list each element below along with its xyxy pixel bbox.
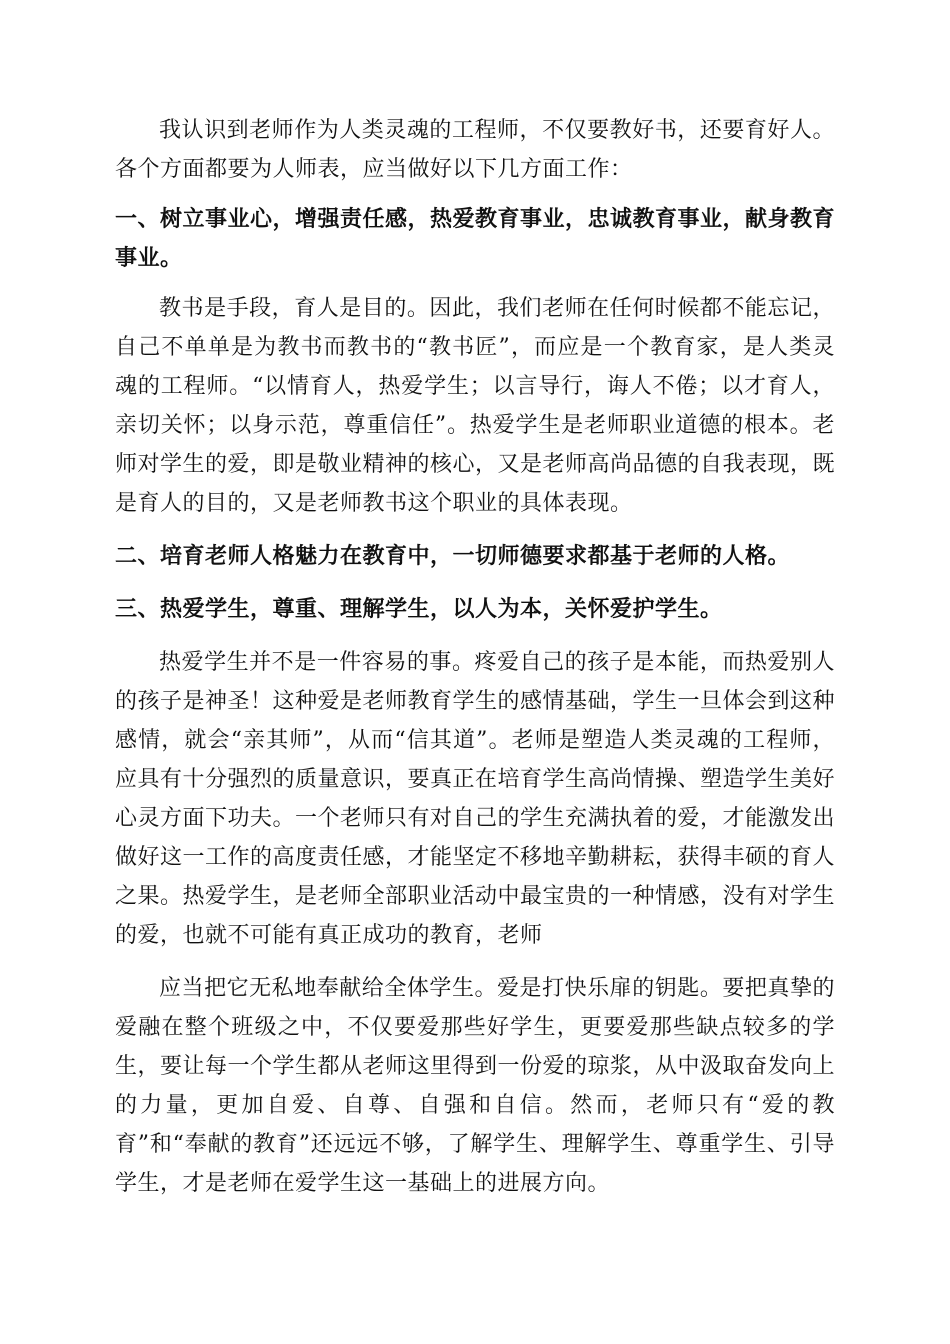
intro-paragraph: 我认识到老师作为人类灵魂的工程师，不仅要教好书，还要育好人。各个方面都要为人师表，应当做好以下几方面工作：	[115, 118, 835, 182]
section-3-paragraph: 热爱学生并不是一件容易的事。疼爱自己的孩子是本能，而热爱别人的孩子是神圣！这种爱是老师教育学生的感情基础，学生一旦体会到这种感情，就会“亲其师”，从而“信其道”。老师是塑造人类灵魂的工程师，应具有十分强烈的质量意识，要真正在培育学生高尚情操、塑造学生美好心灵方面下功夫。一个老师只有对自己的学生充满执着的爱，才能激发出做好这一工作的高度责任感，才能坚定不移地辛勤耕耘，获得丰硕的育人之果。热爱学生，是老师全部职业活动中最宝贵的一种情感，没有对学生的爱，也就不可能有真正成功的教育，老师	[115, 650, 836, 948]
section-heading-1: 一、树立事业心，增强责任感，热爱教育事业，忠诚教育事业，献身教育事业。	[115, 207, 836, 271]
spacer	[115, 629, 835, 643]
spacer	[115, 955, 835, 969]
spacer	[115, 278, 835, 289]
spacer	[115, 576, 835, 590]
section-heading-3: 三、热爱学生，尊重、理解学生，以人为本，关怀爱护学生。	[115, 597, 723, 622]
section-heading-2: 二、培育老师人格魅力在教育中，一切师德要求都基于老师的人格。	[115, 544, 791, 569]
section-1-paragraph: 教书是手段，育人是目的。因此，我们老师在任何时候都不能忘记，自己不单单是为教书而教书的“教书匠”，而应是一个教育家，是人类灵魂的工程师。“以情育人，热爱学生；以言导行，诲人不倦；以才育人，亲切关怀；以身示范，尊重信任”。热爱学生是老师职业道德的根本。老师对学生的爱，即是敬业精神的核心，又是老师高尚品德的自我表现，既是育人的目的，又是老师教书这个职业的具体表现。	[115, 296, 836, 516]
section-3-continuation-paragraph: 应当把它无私地奉献给全体学生。爱是打快乐扉的钥匙。要把真挚的爱融在整个班级之中，不仅要爱那些好学生，更要爱那些缺点较多的学生，要让每一个学生都从老师这里得到一份爱的琼浆，从中汲取奋发向上的力量，更加自爱、自尊、自强和自信。然而，老师只有“爱的教育”和“奉献的教育”还远远不够，了解学生、理解学生、尊重学生、引导学生，才是老师在爱学生这一基础上的进展方向。	[115, 976, 836, 1196]
spacer	[115, 523, 835, 537]
spacer	[115, 189, 835, 200]
document-page	[115, 111, 835, 1203]
